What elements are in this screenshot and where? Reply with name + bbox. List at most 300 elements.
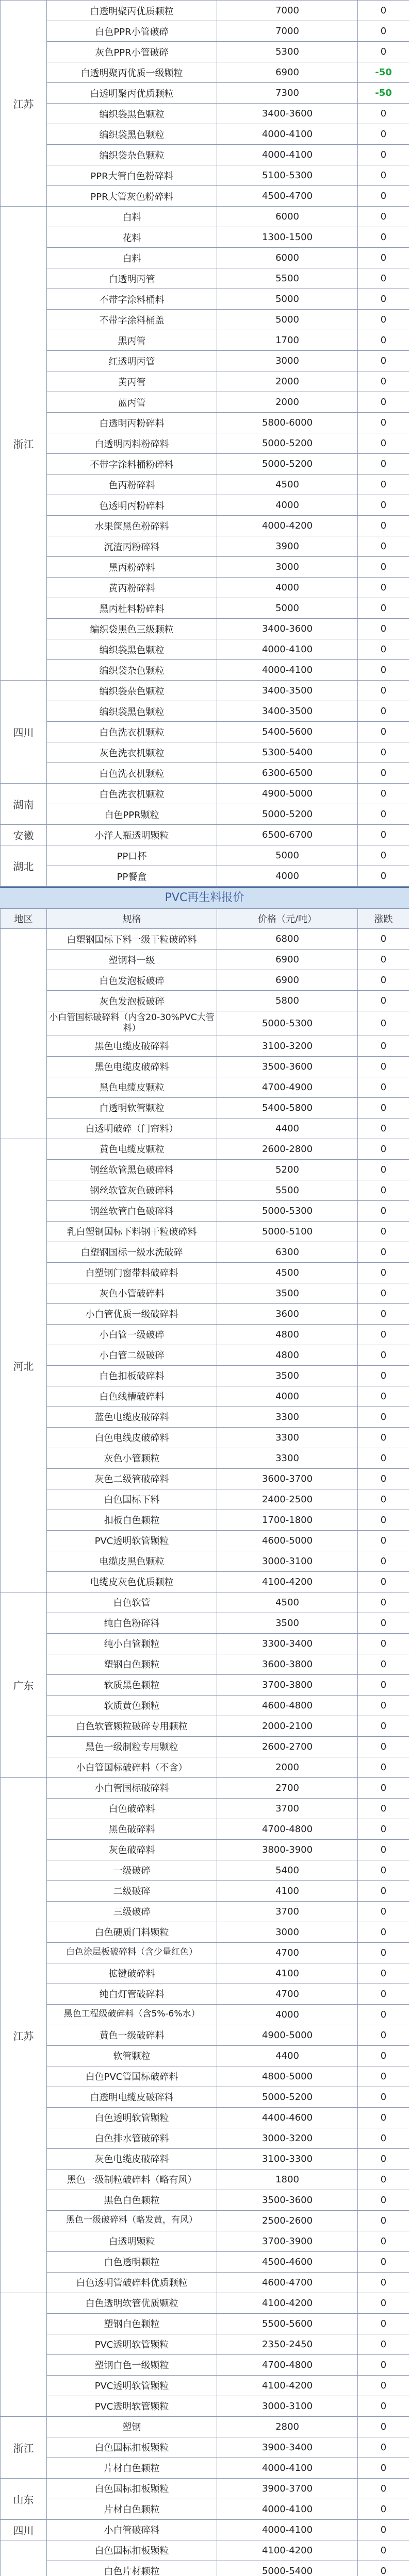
table-row [1,1654,409,1674]
spec-cell: 白色透明软管优质颗粒 [47,2293,217,2313]
change-cell: 0 [358,1613,409,1633]
spec-cell: 黑色电缆皮破碎料 [47,1056,217,1077]
spec-cell: 三级破碎 [47,1901,217,1922]
change-cell: 0 [358,1242,409,1262]
price-cell: 5000 [217,310,358,330]
price-cell: 3300-3400 [217,1633,358,1654]
price-cell: 5400-5600 [217,722,358,742]
table-row [1,1819,409,1839]
change-cell: 0 [358,2210,409,2231]
region-cell: 四川 [1,681,47,784]
table-row [1,1716,409,1736]
price-cell: 4000-4100 [217,2499,358,2519]
table-row [1,207,409,227]
price-cell: 3700-3900 [217,2231,358,2251]
change-cell: 0 [358,1427,409,1448]
change-cell: 0 [358,454,409,474]
change-cell: 0 [358,1489,409,1510]
table-row [1,2561,409,2576]
price-cell: 3400-3600 [217,619,358,639]
spec-cell: 白色电线皮破碎料 [47,1427,217,1448]
price-cell: 5500 [217,1180,358,1200]
table-row [1,2396,409,2416]
spec-cell: 塑钢料一级 [47,950,217,970]
table-row [1,1530,409,1551]
price-cell: 4500 [217,1592,358,1613]
price-cell: 1300-1500 [217,227,358,248]
change-cell: 0 [358,124,409,145]
spec-cell: 白透明软管颗粒 [47,1097,217,1118]
table-row [1,186,409,207]
spec-cell: 小白管国标破碎料（内含20-30%PVC大管料） [47,1011,217,1036]
table-row [1,495,409,516]
spec-cell: 不带字涂料桶粉碎料 [47,454,217,474]
table-row [1,310,409,330]
region-cell: 湖南 [1,784,47,825]
spec-cell: 红透明丙管 [47,351,217,371]
spec-cell: PVC透明软管颗粒 [47,2396,217,2416]
price-cell: 3500 [217,1365,358,1386]
change-cell: 0 [358,1839,409,1860]
table-row [1,1242,409,1262]
price-cell: 2000 [217,371,358,392]
change-cell: 0 [358,433,409,454]
spec-cell: 白透明颗粒 [47,2231,217,2251]
spec-cell: 塑钢 [47,2416,217,2437]
table-row [1,681,409,701]
table-row [1,289,409,310]
region-cell: 浙江 [1,207,47,681]
change-cell: 0 [358,1365,409,1386]
change-cell: 0 [358,2354,409,2375]
spec-cell: 钢丝软管黑色破碎料 [47,1159,217,1180]
change-cell: 0 [358,1654,409,1674]
table-row [1,970,409,991]
price-cell: 4500-4700 [217,186,358,207]
table-row [1,2107,409,2128]
price-cell: 6300 [217,1242,358,1262]
table-row [1,1984,409,2004]
table-row [1,1386,409,1406]
price-cell: 4000-4100 [217,2458,358,2478]
spec-cell: 灰色PPR小管破碎 [47,42,217,62]
price-cell: 4100 [217,1963,358,1984]
spec-cell: 钢丝软管白色破碎料 [47,1200,217,1221]
spec-cell: 灰色洗衣机颗粒 [47,742,217,763]
spec-cell: 片材白色颗粒 [47,2499,217,2519]
spec-cell: 拡键破碎料 [47,1963,217,1984]
spec-cell: 白透明破碎（门帘料） [47,1118,217,1139]
table-row [1,2148,409,2169]
price-cell: 1800 [217,2169,358,2190]
table-row [1,1200,409,1221]
price-table [0,908,409,2576]
table-row [1,1880,409,1901]
change-cell: 0 [358,104,409,124]
spec-cell: PPR大管灰色粉碎料 [47,186,217,207]
change-cell: 0 [358,289,409,310]
price-cell: 4900-5000 [217,2025,358,2045]
spec-cell: 灰色电缆皮破碎料 [47,2148,217,2169]
price-cell: 4700 [217,1942,358,1963]
spec-cell: 灰色二级管破碎料 [47,1468,217,1489]
spec-cell: 黑色工程级破碎料（含5%-6%水） [47,2004,217,2025]
change-cell: 0 [358,186,409,207]
spec-cell: 黑色白色颗粒 [47,2190,217,2210]
change-cell: 0 [358,310,409,330]
spec-cell: 塑钢白色一级颗粒 [47,2354,217,2375]
region-cell: 四川 [1,2519,47,2540]
spec-cell: 小白管破碎料 [47,2519,217,2540]
change-cell: 0 [358,1674,409,1695]
price-cell: 2350-2450 [217,2334,358,2354]
change-cell: 0 [358,866,409,887]
table-row [1,268,409,289]
column-header: 价格（元/吨） [217,909,358,929]
table-row [1,1510,409,1530]
table-row [1,2087,409,2107]
price-cell: 4900-5000 [217,784,358,804]
price-cell: 4000-4100 [217,145,358,165]
change-cell: 0 [358,991,409,1011]
price-cell: 5300-5400 [217,742,358,763]
spec-cell: 白透明电缆皮破碎料 [47,2087,217,2107]
table-row [1,1,409,21]
table-row [1,1011,409,1036]
change-cell: 0 [358,2025,409,2045]
spec-cell: 黑色一级破碎料（略发黄，有风） [47,2210,217,2231]
region-cell [1,2540,47,2576]
table-row [1,804,409,825]
change-cell: 0 [358,1819,409,1839]
column-header: 涨跌 [358,909,409,929]
table-row [1,2231,409,2251]
spec-cell: 一级破碎 [47,1860,217,1880]
table-row [1,2066,409,2087]
change-cell: 0 [358,742,409,763]
spec-cell: 塑钢白色颗粒 [47,2313,217,2334]
spec-cell: 色丙粉碎料 [47,474,217,495]
price-cell: 4800 [217,1345,358,1365]
table-row [1,619,409,639]
change-cell: 0 [358,1324,409,1345]
change-cell: 0 [358,1097,409,1118]
price-cell: 3900 [217,536,358,557]
price-cell: 4100-4200 [217,1571,358,1592]
price-cell: 5200 [217,1159,358,1180]
table-row [1,991,409,1011]
change-cell: 0 [358,248,409,268]
price-cell: 6900 [217,62,358,83]
price-cell: 6900 [217,950,358,970]
table-row [1,392,409,413]
price-cell: 4700-4800 [217,1819,358,1839]
spec-cell: PVC透明软管颗粒 [47,1530,217,1551]
table-row [1,1221,409,1242]
table-row [1,21,409,42]
change-cell: 0 [358,2499,409,2519]
table-row [1,1159,409,1180]
change-cell: 0 [358,2107,409,2128]
change-cell: 0 [358,1159,409,1180]
change-cell: 0 [358,207,409,227]
change-cell: 0 [358,2045,409,2066]
spec-cell: 编织袋黑色颗粒 [47,104,217,124]
table-row [1,2478,409,2499]
spec-cell: 钢丝软管灰色破碎料 [47,1180,217,1200]
change-cell: 0 [358,1633,409,1654]
change-cell: 0 [358,2066,409,2087]
spec-cell: 灰色破碎料 [47,1839,217,1860]
table-row [1,2128,409,2148]
table-row [1,2499,409,2519]
table-row [1,660,409,681]
price-cell: 3000-3200 [217,2128,358,2148]
change-cell: 0 [358,1,409,21]
table-row [1,165,409,186]
table-row [1,2416,409,2437]
table-row [1,1303,409,1324]
change-cell: -50 [358,62,409,83]
table-row [1,1468,409,1489]
price-cell: 5000-5200 [217,433,358,454]
price-cell: 5000-5200 [217,2087,358,2107]
change-cell: 0 [358,660,409,681]
change-cell: 0 [358,2396,409,2416]
price-cell: 5000-5400 [217,2561,358,2576]
price-cell: 3400-3500 [217,701,358,722]
table-row [1,145,409,165]
price-cell: 5000 [217,289,358,310]
table-row [1,227,409,248]
change-cell: 0 [358,1303,409,1324]
table-row [1,330,409,351]
price-cell: 7300 [217,83,358,104]
price-cell: 3600-3800 [217,1654,358,1674]
change-cell: 0 [358,784,409,804]
spec-cell: 白色国标下料 [47,1489,217,1510]
change-cell: 0 [358,1922,409,1942]
spec-cell: 白色国标扣板颗粒 [47,2540,217,2561]
region-cell [1,929,47,1139]
spec-cell: 沉渣丙粉碎料 [47,536,217,557]
price-cell: 4000 [217,866,358,887]
price-cell: 6000 [217,207,358,227]
spec-cell: 白塑钢国标一级水洗破碎 [47,1242,217,1262]
spec-cell: 白色洗衣机颗粒 [47,722,217,742]
table-row [1,1036,409,1056]
change-cell: 0 [358,1406,409,1427]
table-row [1,950,409,970]
spec-cell: 黑色电缆皮破碎料 [47,1036,217,1056]
table-row [1,454,409,474]
change-cell: 0 [358,681,409,701]
price-cell: 3700-3800 [217,1674,358,1695]
spec-cell: PPR大管白色粉碎料 [47,165,217,186]
change-cell: 0 [358,2128,409,2148]
table-row [1,2004,409,2025]
price-cell: 4000 [217,1386,358,1406]
table-row [1,1777,409,1798]
price-cell: 2600-2800 [217,1139,358,1159]
region-cell: 广东 [1,1592,47,1777]
price-cell: 4100-4200 [217,2375,358,2396]
change-cell: 0 [358,1386,409,1406]
change-cell: 0 [358,1736,409,1757]
change-cell: 0 [358,1716,409,1736]
spec-cell: 二级破碎 [47,1880,217,1901]
change-cell: 0 [358,2437,409,2458]
change-cell: 0 [358,2478,409,2499]
spec-cell: 白色PPR颗粒 [47,804,217,825]
price-cell: 4800 [217,1324,358,1345]
change-cell: 0 [358,227,409,248]
change-cell: 0 [358,1221,409,1242]
table-row [1,2293,409,2313]
change-cell: 0 [358,2416,409,2437]
table-row [1,1056,409,1077]
spec-cell: 黄丙粉碎料 [47,578,217,598]
change-cell: 0 [358,516,409,536]
change-cell: 0 [358,1592,409,1613]
spec-cell: 白透明聚丙优质颗粒 [47,83,217,104]
table-row [1,1180,409,1200]
table-row [1,433,409,454]
table-row [1,62,409,83]
spec-cell: 乳白塑钢国标下料钢干粒破碎料 [47,1221,217,1242]
price-cell: 2500-2600 [217,2210,358,2231]
change-cell: 0 [358,1118,409,1139]
spec-cell: 白色软管颗粒破碎专用颗粒 [47,1716,217,1736]
price-cell: 3600 [217,1303,358,1324]
change-cell: 0 [358,2087,409,2107]
spec-cell: 白透明聚丙优质一级颗粒 [47,62,217,83]
change-cell: 0 [358,2169,409,2190]
column-header: 地区 [1,909,47,929]
change-cell: 0 [358,722,409,742]
region-cell: 湖北 [1,845,47,887]
region-cell [1,2293,47,2416]
spec-cell: 白色PPR小管破碎 [47,21,217,42]
spec-cell: 白色PVC管国标破碎料 [47,2066,217,2087]
spec-cell: 软质黑色颗粒 [47,1674,217,1695]
spec-cell: 白料 [47,248,217,268]
table-row [1,536,409,557]
table-row [1,742,409,763]
table-row [1,2540,409,2561]
spec-cell: 花料 [47,227,217,248]
spec-cell: 小白管二级破碎 [47,1345,217,1365]
change-cell: 0 [358,2004,409,2025]
change-cell: 0 [358,1200,409,1221]
change-cell: 0 [358,165,409,186]
price-cell: 5500-5600 [217,2313,358,2334]
price-cell: 3600-3700 [217,1468,358,1489]
price-cell: 3700 [217,1901,358,1922]
change-cell: 0 [358,578,409,598]
change-cell: 0 [358,1283,409,1303]
price-cell: 4400 [217,1118,358,1139]
change-cell: 0 [358,371,409,392]
change-cell: 0 [358,413,409,433]
region-cell: 江苏 [1,1,47,207]
change-cell: 0 [358,929,409,950]
change-cell: 0 [358,845,409,866]
price-cell: 3900-3700 [217,2478,358,2499]
table-row [1,1118,409,1139]
table-row [1,784,409,804]
price-cell: 4400-4600 [217,2107,358,2128]
table-row [1,2354,409,2375]
change-cell: 0 [358,42,409,62]
price-cell: 3300 [217,1406,358,1427]
price-cell: 5000 [217,845,358,866]
table-row [1,2313,409,2334]
table-row [1,1406,409,1427]
change-cell: 0 [358,145,409,165]
change-cell: 0 [358,392,409,413]
change-cell: 0 [358,1011,409,1036]
price-cell: 4000-4100 [217,124,358,145]
spec-cell: 纯小白管颗粒 [47,1633,217,1654]
change-cell: 0 [358,1963,409,1984]
spec-cell: 黑色一级制粒专用颗粒 [47,1736,217,1757]
change-cell: 0 [358,2272,409,2293]
table-row [1,1736,409,1757]
change-cell: 0 [358,1551,409,1571]
price-cell: 2700 [217,1777,358,1798]
table-row [1,1695,409,1716]
change-cell: 0 [358,825,409,845]
change-cell: 0 [358,2251,409,2272]
change-cell: 0 [358,1798,409,1819]
price-cell: 4500 [217,474,358,495]
spec-cell: 白色洗衣机颗粒 [47,784,217,804]
price-cell: 4500 [217,1262,358,1283]
table-row [1,763,409,784]
change-cell: 0 [358,598,409,619]
table-header-row [1,909,409,929]
spec-cell: 编织袋黑色颗粒 [47,701,217,722]
price-cell: 3900-3400 [217,2437,358,2458]
spec-cell: 白色片材颗粒 [47,2561,217,2576]
spec-cell: PVC透明软管颗粒 [47,2375,217,2396]
spec-cell: 白透明丙管 [47,268,217,289]
table-row [1,929,409,950]
price-cell: 2400-2500 [217,1489,358,1510]
spec-cell: 白色排水管破碎料 [47,2128,217,2148]
spec-cell: 电缆皮黑色颗粒 [47,1551,217,1571]
price-cell: 7000 [217,21,358,42]
table-row [1,1427,409,1448]
spec-cell: 白料 [47,207,217,227]
table-row [1,1283,409,1303]
change-cell: 0 [358,351,409,371]
price-cell: 6000 [217,248,358,268]
change-cell: 0 [358,1777,409,1798]
spec-cell: 白色发泡板破碎 [47,970,217,991]
change-cell: 0 [358,2561,409,2576]
change-cell: 0 [358,950,409,970]
table-row [1,2251,409,2272]
spec-cell: 小白管优质一级破碎料 [47,1303,217,1324]
spec-cell: 白塑钢国标下料一级干粒破碎料 [47,929,217,950]
spec-cell: 蓝丙管 [47,392,217,413]
spec-cell: 不带字涂料桶料 [47,289,217,310]
change-cell: 0 [358,639,409,660]
price-cell: 4500-4600 [217,2251,358,2272]
spec-cell: 白色国标扣板颗粒 [47,2478,217,2499]
